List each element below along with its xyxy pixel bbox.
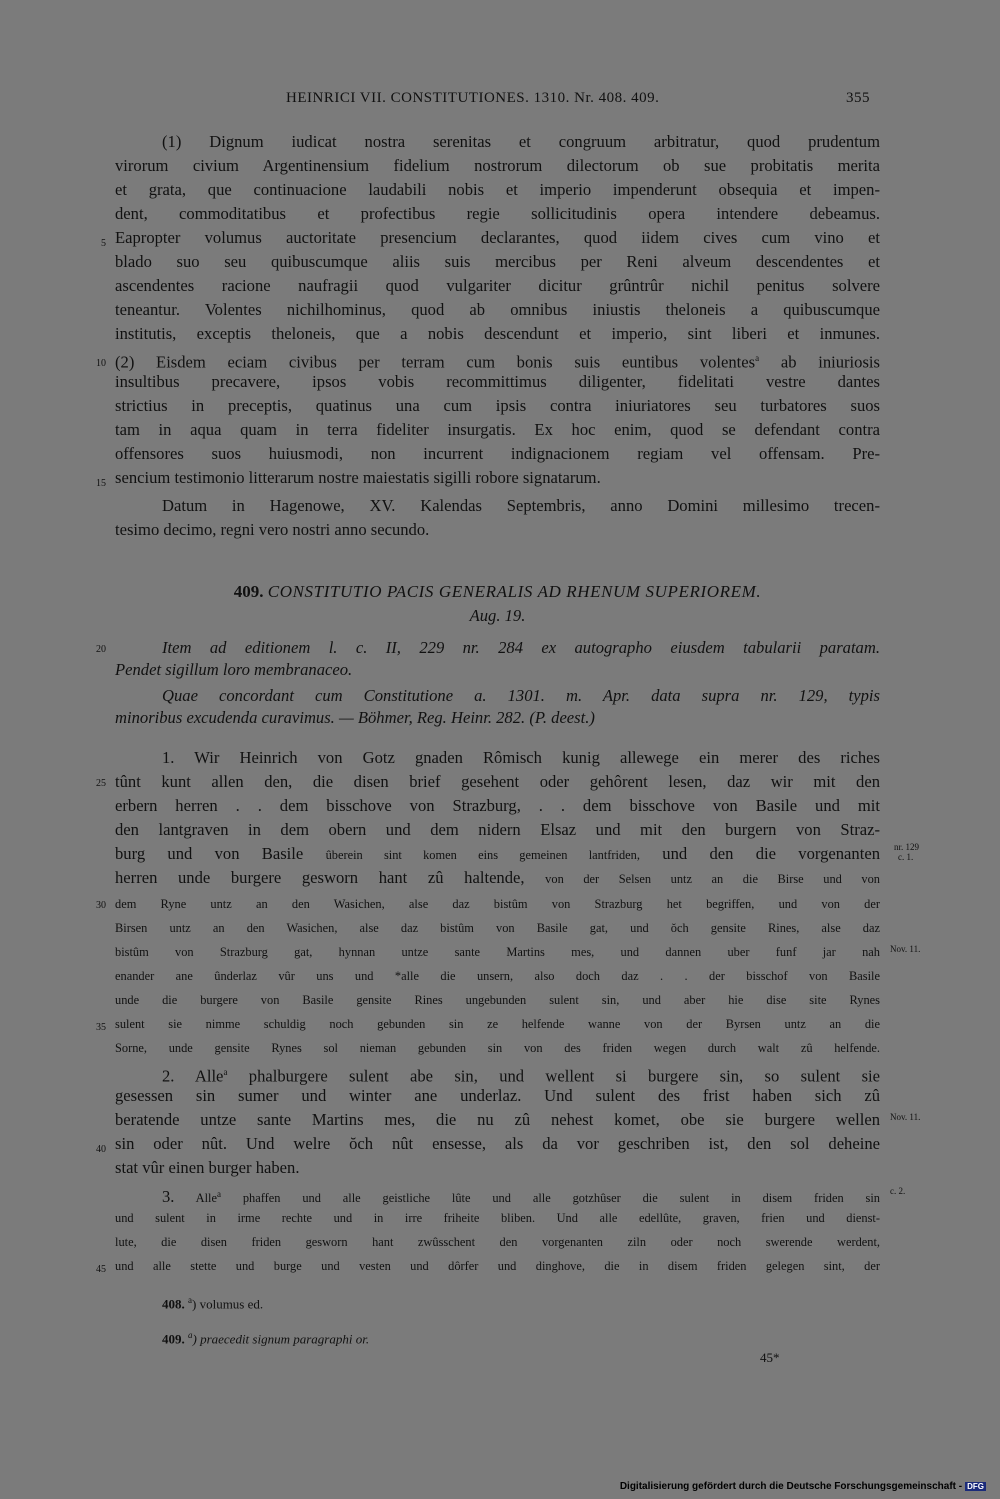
edition-note: Item ad editionem l. c. II, 229 nr. 284 ex autographo eiusdem tabularii paratam. xyxy=(162,638,880,657)
footnote-mark: a xyxy=(216,1189,221,1199)
text-line: und sulent in irme rechte und in irre friheite bliben. Und alle edellûte, graven, frien und dienst- xyxy=(115,1211,880,1225)
footnote xyxy=(162,1295,263,1312)
text-line: unde die burgere von Basile gensite Rines ungebunden sulent sin, und aber hie dise site Rynes xyxy=(115,993,880,1007)
text-line: institutis, exceptis theloneis, que a nobis descendunt et imperio, sint liberi et inmunes. xyxy=(115,324,880,343)
text-line: tesimo decimo, regni vero nostri anno secundo. xyxy=(115,520,430,539)
footnote xyxy=(162,1330,369,1347)
text-fragment: ûberein sint komen eins gemeinen lantfriden, xyxy=(325,848,640,862)
line-number: 10 xyxy=(96,358,106,369)
text-line: dent, commoditatibus et profectibus regie sollicitudinis opera intendere debeamus. xyxy=(115,204,880,223)
line-number: 40 xyxy=(96,1144,106,1155)
footnote-mark: a xyxy=(188,1330,193,1340)
line-number: 45 xyxy=(96,1264,106,1275)
text-line: Sorne, unde gensite Rynes sol nieman gebunden sin von des friden wegen durch walt zû helfende. xyxy=(115,1041,880,1055)
section-title: CONSTITUTIO PACIS GENERALIS AD RHENUM SUPERIOREM. xyxy=(267,582,762,601)
text-line: Datum in Hagenowe, XV. Kalendas Septembris, anno Domini millesimo trecen- xyxy=(162,496,880,515)
text-line: insultibus precavere, ipsos vobis recommittimus diligenter, fidelitati vestre dantes xyxy=(115,372,880,391)
text-fragment: herren unde burgere gesworn hant zû haltende, xyxy=(115,868,525,887)
text-line: sencium testimonio litterarum nostre maiestatis sigilli robore signatarum. xyxy=(115,468,601,487)
footnote-text: ) volumus ed. xyxy=(192,1296,264,1312)
footnote-mark: a xyxy=(223,1067,228,1077)
text-line: Birsen untz an den Wasichen, alse daz bistûm von Basile gat, und ŏch gensite Rines, alse daz xyxy=(115,921,880,935)
text-fragment: ab iniuriosis xyxy=(780,352,880,372)
text-line: sulent sie nimme schuldig noch gebunden sin ze helfende wanne von der Byrsen untz an die xyxy=(115,1017,880,1031)
text-fragment: und den die vorgenanten xyxy=(662,844,880,863)
margin-note: c. 2. xyxy=(890,1186,906,1196)
footer-credit xyxy=(620,1481,986,1492)
text-fragment: 2. Alle xyxy=(162,1066,224,1086)
text-line xyxy=(115,842,880,867)
line-number: 20 xyxy=(96,644,106,655)
text-line: erbern herren . . dem bisschove von Strazburg, . . dem bisschove von Basile und mit xyxy=(115,796,880,815)
footnote-number: 409. xyxy=(162,1331,185,1347)
page-number: 355 xyxy=(846,90,870,106)
text-line: lute, die disen friden gesworn hant zwûsschent den vorgenanten ziln oder noch swerende werdent, xyxy=(115,1235,880,1249)
footnote-mark: a xyxy=(188,1295,192,1305)
dfg-logo: DFG xyxy=(967,1482,984,1491)
footnote-mark: a xyxy=(755,353,760,363)
text-line: 1. Wir Heinrich von Gotz gnaden Rômisch kunig allewege ein merer des riches xyxy=(162,748,880,767)
margin-note: Nov. 11. xyxy=(890,1112,921,1122)
text-line: blado suo seu quibuscumque aliis suis mercibus per Reni alveum descendentes et xyxy=(115,252,880,271)
section-number: 409. xyxy=(233,582,264,601)
text-fragment: von der Selsen untz an die Birse und von xyxy=(545,872,880,886)
edition-note: Pendet sigillum loro membranaceo. xyxy=(115,660,353,679)
text-line: et grata, que continuacione laudabili nobis et imperio impenderunt obsequia et impen- xyxy=(115,180,880,199)
text-line: Eapropter volumus auctoritate presencium declarantes, quod iidem cives cum vino et xyxy=(115,228,880,247)
text-fragment: Alle xyxy=(195,1191,217,1206)
text-line: (1) Dignum iudicat nostra serenitas et congruum arbitratur, quod prudentum xyxy=(162,132,880,151)
running-title: HEINRICI VII. CONSTITUTIONES. 1310. Nr. 408. 409. xyxy=(286,90,660,106)
text-line: teneantur. Volentes nichilhominus, quod ab omnibus iniustis theloneis a quibuscumque xyxy=(115,300,880,319)
footer-text: Digitalisierung gefördert durch die Deutsche Forschungsgemeinschaft - xyxy=(619,1481,963,1492)
text-line: und alle stette und burge und vesten und dôrfer und dinghove, die in disem friden gelegen sint, der xyxy=(115,1259,880,1273)
section-date: Aug. 19. xyxy=(469,606,526,625)
line-number: 5 xyxy=(101,238,106,249)
text-line: enander ane ûnderlaz vûr uns und *alle die unsern, also doch daz . . der bisschof von Basile xyxy=(115,969,880,983)
section-heading xyxy=(115,582,880,602)
line-number: 15 xyxy=(96,478,106,489)
text-line: virorum civium Argentinensium fidelium nostrorum dilectorum ob sue probitatis merita xyxy=(115,156,880,175)
footnote-number: 408. xyxy=(162,1296,185,1312)
text-fragment: phaffen und alle geistliche lûte und alle gotzhûser die sulent in disem friden sin xyxy=(242,1191,880,1206)
text-line xyxy=(115,866,880,891)
text-line: strictius in preceptis, quatinus una cum ipsis contra iniuriatores seu turbatores suos xyxy=(115,396,880,415)
text-line: beratende untze sante Martins mes, die nu zû nehest komet, obe sie burgere wellen xyxy=(115,1110,880,1129)
text-line: den lantgraven in dem obern und dem nidern Elsaz und mit den burgern von Straz- xyxy=(115,820,880,839)
text-fragment: (2) Eisdem eciam civibus per terram cum bonis suis euntibus volentes xyxy=(115,352,756,372)
edition-note: minoribus excudenda curavimus. — Böhmer, Reg. Heinr. 282. (P. deest.) xyxy=(115,708,595,727)
text-line: tam in aqua quam in terra fideliter insurgatis. Ex hoc enim, quod se defendant contra xyxy=(115,420,880,439)
line-number: 25 xyxy=(96,778,106,789)
text-line: stat vûr einen burger haben. xyxy=(115,1158,300,1177)
text-line: gesessen sin sumer und winter ane underlaz. Und sulent des frist haben sich zû xyxy=(115,1086,880,1105)
text-line: sin oder nût. Und welre ŏch nût ensesse, als da vor geschriben ist, den sol deheine xyxy=(115,1134,880,1153)
line-number: 35 xyxy=(96,1022,106,1033)
text-line: offensores suos huiusmodi, non incurrent indignacionem regiam vel offensam. Pre- xyxy=(115,444,880,463)
text-line: tûnt kunt allen den, die disen brief gesehent oder gehôrent lesen, daz wir mit den xyxy=(115,772,880,791)
text-fragment: phalburgere sulent abe sin, und wellent si burgere sin, so sulent sie xyxy=(248,1066,880,1086)
text-line: bistûm von Strazburg gat, hynnan untze sante Martins mes, und dannen uber funf jar nah xyxy=(115,945,880,959)
footnote-text: ) praecedit signum paragraphi or. xyxy=(192,1331,370,1347)
text-fragment: burg und von Basile xyxy=(115,844,304,863)
signature-mark: 45* xyxy=(760,1350,780,1365)
margin-note: c. 1. xyxy=(898,852,914,862)
text-line: ascendentes racione naufragii quod vulgariter dicitur grûntrûr nichil penitus solvere xyxy=(115,276,880,295)
margin-note: Nov. 11. xyxy=(890,944,921,954)
line-number: 30 xyxy=(96,900,106,911)
text-line: dem Ryne untz an den Wasichen, alse daz bistûm von Strazburg het begriffen, und von der xyxy=(115,897,880,911)
margin-note: nr. 129 xyxy=(894,842,920,852)
edition-note: Quae concordant cum Constitutione a. 1301. m. Apr. data supra nr. 129, typis xyxy=(162,686,880,705)
text-fragment: 3. xyxy=(162,1187,175,1207)
